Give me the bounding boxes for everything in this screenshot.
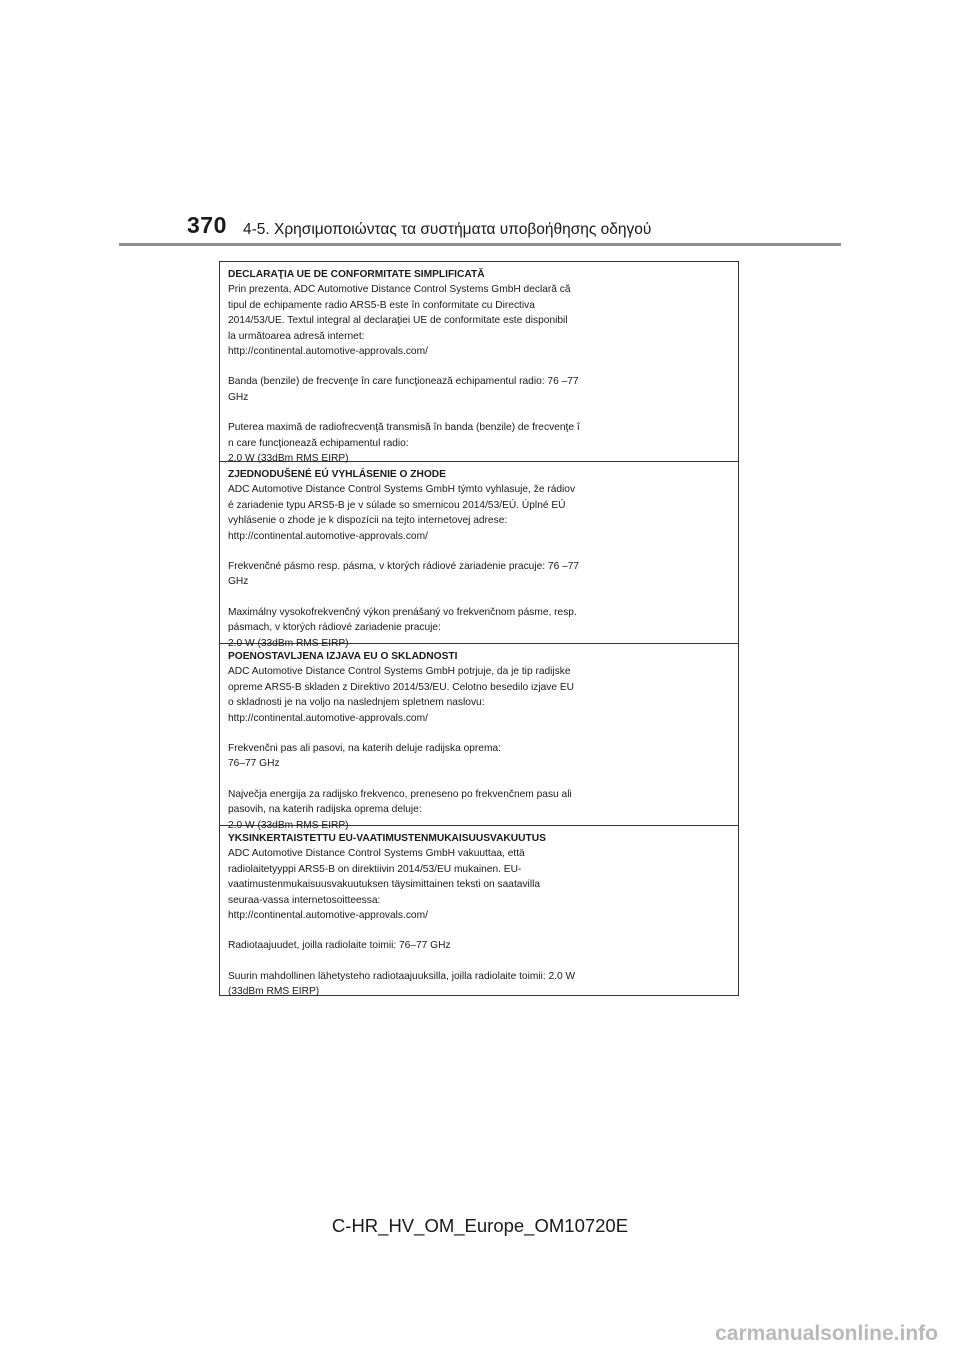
declaration-text-line: 2014/53/UE. Textul integral al declaraţiei UE de conformitate este disponibil <box>228 315 568 327</box>
declaration-text-line: 2.0 W (33dBm RMS EIRP) <box>228 819 349 831</box>
paragraph-gap <box>228 772 730 787</box>
paragraph-gap <box>228 590 730 605</box>
declaration-text-line: pásmach, v ktorých rádiové zariadenie pracuje: <box>228 622 441 634</box>
declaration-text-line: Frekvenčni pas ali pasovi, na katerih deluje radijska oprema: <box>228 743 501 755</box>
declaration-block <box>220 644 738 831</box>
declaration-text-line: Frekvenčné pásmo resp. pásma, v ktorých rádiové zariadenie pracuje: 76 –77 <box>228 561 580 573</box>
declaration-block <box>220 462 738 649</box>
declaration-text-line: Radiotaajuudet, joilla radiolaite toimii: 76–77 GHz <box>228 940 451 952</box>
declaration-text-line: pasovih, na katerih radijska oprema deluje: <box>228 804 422 816</box>
paragraph-gap <box>228 923 730 938</box>
declaration-text-line: ADC Automotive Distance Control Systems GmbH vakuuttaa, että <box>228 848 525 860</box>
footer-document-code: C-HR_HV_OM_Europe_OM10720E <box>331 1215 629 1236</box>
declaration-title: YKSINKERTAISTETTU EU-VAATIMUSTENMUKAISUUSVAKUUTUS <box>228 833 546 844</box>
watermark-text: carmanualsonline.info <box>715 1322 938 1345</box>
declaration-text-line: opreme ARS5-B skladen z Direktivo 2014/53/EU. Celotno besedilo izjave EU <box>228 681 574 693</box>
paragraph-gap <box>228 954 730 969</box>
declaration-text-line: 2.0 W (33dBm RMS EIRP) <box>228 453 349 465</box>
declaration-text-line: radiolaitetyyppi ARS5-B on direktiivin 2014/53/EU mukainen. EU- <box>228 863 522 875</box>
declaration-text-line: http://continental.automotive-approvals.com/ <box>228 712 428 724</box>
declaration-text-line: ADC Automotive Distance Control Systems GmbH týmto vyhlasuje, že rádiov <box>228 484 576 496</box>
declarations-box <box>219 261 739 996</box>
declaration-block <box>220 262 738 465</box>
declaration-text-line: tipul de echipamente radio ARS5-B este în conformitate cu Directiva <box>228 299 535 311</box>
declaration-text-line: o skladnosti je na voljo na naslednjem spletnem naslovu: <box>228 697 485 709</box>
declaration-block <box>220 826 738 998</box>
declaration-title: DECLARAŢIA UE DE CONFORMITATE SIMPLIFICATĂ <box>228 269 485 280</box>
declaration-text-line: http://continental.automotive-approvals.com/ <box>228 530 428 542</box>
declaration-text-line: (33dBm RMS EIRP) <box>228 986 320 998</box>
declaration-text-line: Največja energija za radijsko frekvenco, preneseno po frekvenčnem pasu ali <box>228 788 572 800</box>
declaration-text-line: http://continental.automotive-approvals.com/ <box>228 346 428 358</box>
paragraph-gap <box>228 405 730 420</box>
paragraph-gap <box>228 726 730 741</box>
paragraph-gap <box>228 544 730 559</box>
declaration-text-line: Maximálny vysokofrekvenčný výkon prenášaný vo frekvenčnom pásme, resp. <box>228 606 577 618</box>
declaration-text-line: Suurin mahdollinen lähetysteho radiotaajuuksilla, joilla radiolaite toimii: 2.0 W <box>228 970 576 982</box>
header-rule <box>119 243 841 246</box>
declaration-text-line: vyhlásenie o zhode je k dispozícii na tejto internetovej adrese: <box>228 515 508 527</box>
declaration-text-line: n care funcţionează echipamentul radio: <box>228 437 409 449</box>
declaration-text-line: é zariadenie typu ARS5-B je v súlade so smernicou 2014/53/EÚ. Úplné EÚ <box>228 499 566 511</box>
section-title: 4-5. Χρησιμοποιώντας τα συστήματα υποβοήθησης οδηγού <box>243 221 652 238</box>
declaration-text-line: la următoarea adresă internet: <box>228 330 365 342</box>
declaration-title: POENOSTAVLJENA IZJAVA EU O SKLADNOSTI <box>228 651 458 662</box>
declaration-text-line: 76–77 GHz <box>228 758 280 770</box>
paragraph-gap <box>228 359 730 374</box>
declaration-text-line: Banda (benzile) de frecvenţe în care funcţionează echipamentul radio: 76 –77 <box>228 376 579 388</box>
declaration-text-line: Puterea maximă de radiofrecvenţă transmisă în banda (benzile) de frecvenţe î <box>228 422 580 434</box>
declaration-text-line: Prin prezenta, ADC Automotive Distance Control Systems GmbH declară că <box>228 284 571 296</box>
declaration-title: ZJEDNODUŠENÉ EÚ VYHLÁSENIE O ZHODE <box>228 469 446 480</box>
declaration-text-line: GHz <box>228 391 249 403</box>
declaration-text-line: seuraa-vassa internetosoitteessa: <box>228 894 381 906</box>
page-number: 370 <box>187 212 227 238</box>
declaration-text-line: 2.0 W (33dBm RMS EIRP) <box>228 637 349 649</box>
declaration-text-line: ADC Automotive Distance Control Systems GmbH potrjuje, da je tip radijske <box>228 666 571 678</box>
declaration-text-line: http://continental.automotive-approvals.com/ <box>228 910 428 922</box>
declaration-text-line: vaatimustenmukaisuusvakuutuksen täysimittainen teksti on saatavilla <box>228 879 541 891</box>
declaration-text-line: GHz <box>228 576 249 588</box>
